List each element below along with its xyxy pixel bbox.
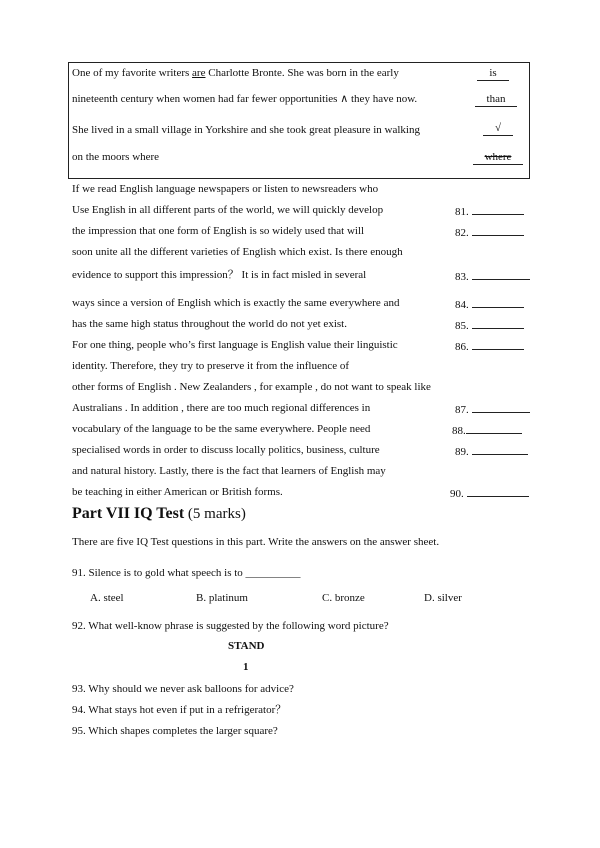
item-number: 89. [455,443,528,459]
passage-line: ways since a version of English which is exactly the same everywhere and [72,297,400,309]
answer-blank [472,338,524,350]
answer-blank [467,485,529,497]
passage-line: If we read English language newspapers or listen to newsreaders who [72,183,379,195]
passage-line: identity. Therefore, they try to preserve it from the influence of [72,360,350,372]
passage-line: be teaching in either American or British forms. [72,486,283,498]
item-number: 86. [455,338,524,354]
question-91: 91. Silence is to gold what speech is to __________ [72,567,301,579]
option-c: C. bronze [322,592,365,604]
item-number: 82. [455,224,524,240]
passage-line: evidence to support this impression？ It is in fact misled in several [72,269,367,281]
answer-blank [472,443,528,455]
answer-blank [472,203,524,215]
checkmark-icon: √ [483,121,513,136]
passage-line: the impression that one form of English is so widely used that will [72,225,365,237]
item-number: 81. [455,203,524,219]
example-line-1: One of my favorite writers are Charlotte Bronte. She was born in the early [72,67,399,79]
item-number: 87. [455,401,530,417]
example-line-4: on the moors where [72,151,160,163]
answer-blank [472,268,530,280]
item-number: 85. [455,317,524,333]
passage-line: For one thing, people who’s first language is English value their linguistic [72,339,398,351]
question-92: 92. What well-know phrase is suggested by the following word picture? [72,620,389,632]
option-a: A. steel [90,592,124,604]
passage-line: soon unite all the different varieties of English which exist. Is there enough [72,246,403,258]
passage-line: Use English in all different parts of the world, we will quickly develop [72,204,384,216]
passage-line: other forms of English . New Zealanders , for example , do not want to speak like [72,381,431,393]
option-b: B. platinum [196,592,248,604]
error-word: are [192,67,206,79]
answer-blank [472,224,524,236]
item-number: 83. [455,268,530,284]
item-number: 90. [450,485,529,501]
question-95: 95. Which shapes completes the larger square? [72,725,278,737]
example-answer-4: where [472,150,524,165]
word-picture-stand: STAND [228,640,265,652]
passage-line: Australians . In addition , there are too much regional differences in [72,402,371,414]
example-answer-1: is [470,66,516,81]
word-picture-number: 1 [243,661,249,673]
item-number: 84. [455,296,524,312]
passage-line: and natural history. Lastly, there is the fact that learners of English may [72,465,386,477]
example-answer-2: than [472,92,520,107]
passage-line: specialised words in order to discuss locally politics, business, culture [72,444,380,456]
insert-caret-icon: ∧ [340,93,349,105]
example-answer-3 [473,121,523,136]
answer-blank [472,401,530,413]
section-intro: There are five IQ Test questions in this part. Write the answers on the answer sheet. [72,536,440,548]
passage-line: vocabulary of the language to be the same everywhere. People need [72,423,371,435]
example-line-3: She lived in a small village in Yorkshire and she took great pleasure in walking [72,124,420,136]
question-94: 94. What stays hot even if put in a refrigerator？ [72,704,287,716]
answer-blank [466,422,522,434]
question-93: 93. Why should we never ask balloons for advice? [72,683,294,695]
option-d: D. silver [424,592,462,604]
section-heading: Part VII IQ Test (5 marks) [72,505,246,522]
example-line-2: nineteenth century when women had far fewer opportunities ∧ they have now. [72,93,418,105]
answer-blank [472,296,524,308]
answer-blank [472,317,524,329]
passage-line: has the same high status throughout the world do not yet exist. [72,318,347,330]
item-number: 88. [452,422,522,438]
